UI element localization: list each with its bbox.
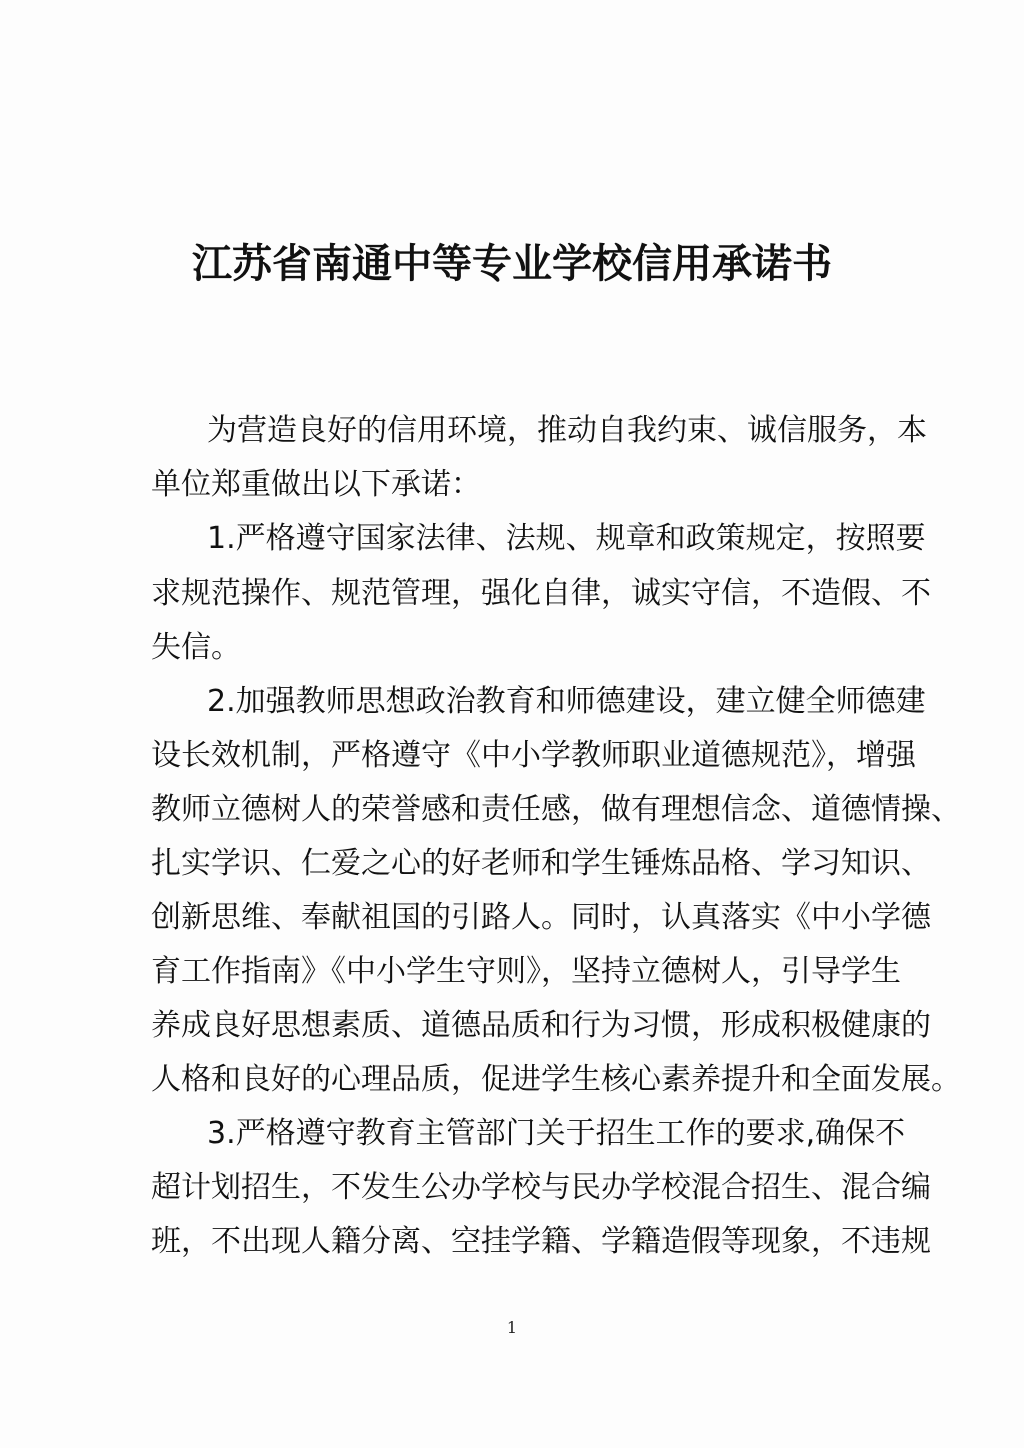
- body-line: 失信。: [151, 630, 241, 665]
- page-number: 1: [506, 1318, 518, 1337]
- body-line: 创新思维、奉献祖国的引路人。同时，认真落实《中小学德: [151, 900, 931, 935]
- body-line: 为营造良好的信用环境，推动自我约束、诚信服务，本: [207, 413, 927, 448]
- body-line: 育工作指南》《中小学生守则》，坚持立德树人，引导学生: [151, 954, 901, 989]
- body-line: 养成良好思想素质、道德品质和行为习惯，形成积极健康的: [151, 1008, 931, 1043]
- document-title: 江苏省南通中等专业学校信用承诺书: [192, 241, 832, 287]
- body-line: 超计划招生，不发生公办学校与民办学校混合招生、混合编: [151, 1170, 931, 1205]
- body-line: 设长效机制，严格遵守《中小学教师职业道德规范》，增强: [151, 738, 916, 773]
- body-line: 人格和良好的心理品质，促进学生核心素养提升和全面发展。: [151, 1062, 961, 1097]
- body-line: 1.严格遵守国家法律、法规、规章和政策规定，按照要: [207, 521, 926, 556]
- body-line: 教师立德树人的荣誉感和责任感，做有理想信念、道德情操、: [151, 792, 961, 827]
- body-line: 2.加强教师思想政治教育和师德建设，建立健全师德建: [207, 684, 926, 719]
- body-line: 3.严格遵守教育主管部门关于招生工作的要求,确保不: [207, 1116, 906, 1151]
- body-line: 扎实学识、仁爱之心的好老师和学生锤炼品格、学习知识、: [151, 846, 931, 881]
- body-line: 求规范操作、规范管理，强化自律，诚实守信，不造假、不: [151, 576, 931, 611]
- body-line: 班，不出现人籍分离、空挂学籍、学籍造假等现象，不违规: [151, 1224, 931, 1259]
- body-line: 单位郑重做出以下承诺：: [151, 467, 481, 502]
